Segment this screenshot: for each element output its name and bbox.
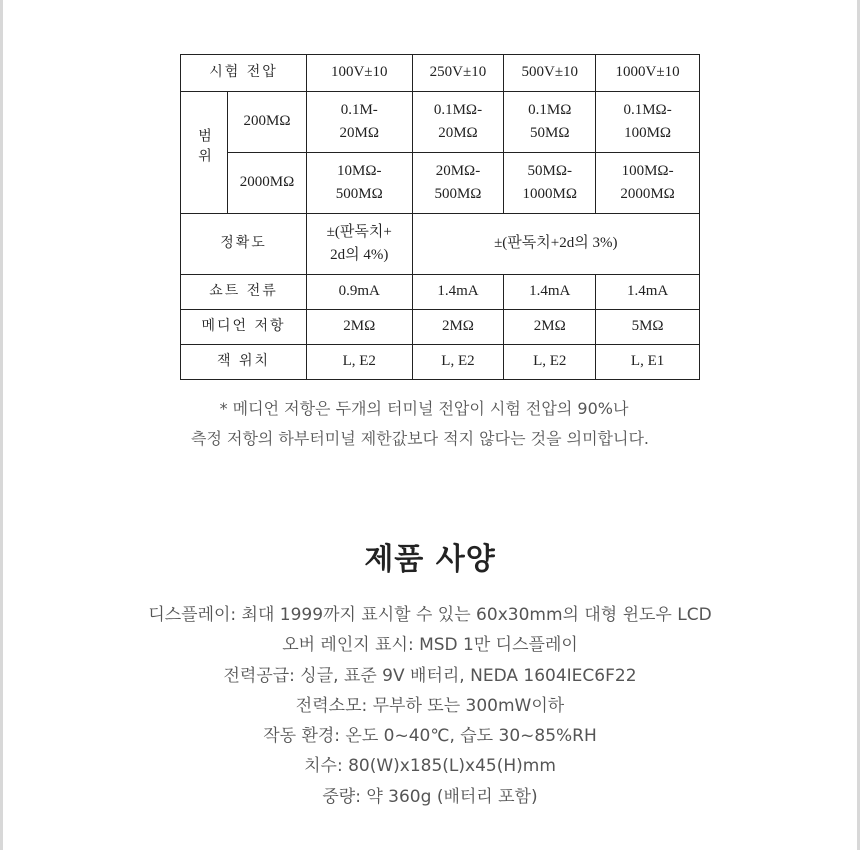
range-cell: 0.1MΩ- 100MΩ xyxy=(596,92,700,153)
test-voltage-label: 시험 전압 xyxy=(181,55,307,92)
accuracy-cell-rest: ±(판독치+2d의 3%) xyxy=(412,214,699,275)
spec-item: 중량: 약 360g (배터리 포함) xyxy=(322,786,538,807)
range-cell: 100MΩ- 2000MΩ xyxy=(596,153,700,214)
range-cell: 0.1M- 20MΩ xyxy=(307,92,413,153)
range-name: 200MΩ xyxy=(228,92,307,153)
range-cell: 10MΩ- 500MΩ xyxy=(307,153,413,214)
section-title: 제품 사양 xyxy=(364,542,496,577)
table-row-jack-position xyxy=(181,345,700,380)
jack-position-label: 잭 위치 xyxy=(181,345,307,380)
spec-item: 오버 레인지 표시: MSD 1만 디스플레이 xyxy=(282,635,578,656)
range-cell: 0.1MΩ 50MΩ xyxy=(504,92,596,153)
short-current-label: 쇼트 전류 xyxy=(181,275,307,310)
median-resistance-cell: 5MΩ xyxy=(596,310,700,345)
range-cell: 20MΩ- 500MΩ xyxy=(412,153,504,214)
table-row-accuracy xyxy=(181,214,700,275)
jack-position-cell: L, E2 xyxy=(307,345,413,380)
voltage-cell: 250V±10 xyxy=(412,55,504,92)
voltage-cell: 100V±10 xyxy=(307,55,413,92)
spec-item: 전력소모: 무부하 또는 300mW이하 xyxy=(295,695,565,716)
table-row-range-2000 xyxy=(181,153,700,214)
spec-table xyxy=(180,54,700,380)
spec-item: 전력공급: 싱글, 표준 9V 배터리, NEDA 1604IEC6F22 xyxy=(223,665,637,686)
table-row-range-200 xyxy=(181,92,700,153)
spec-item: 치수: 80(W)x185(L)x45(H)mm xyxy=(304,756,556,777)
table-row-short-current xyxy=(181,275,700,310)
spec-item: 디스플레이: 최대 1999까지 표시할 수 있는 60x30mm의 대형 윈도우 LCD xyxy=(148,605,712,625)
voltage-cell: 1000V±10 xyxy=(596,55,700,92)
jack-position-cell: L, E2 xyxy=(412,345,504,380)
range-cell: 0.1MΩ- 20MΩ xyxy=(412,92,504,153)
range-label-text: 범위 xyxy=(196,128,212,168)
footnote-line-1: * 메디언 저항은 두개의 터미널 전압이 시험 전압의 90%나 xyxy=(219,399,629,418)
short-current-cell: 1.4mA xyxy=(412,275,504,310)
short-current-cell: 0.9mA xyxy=(307,275,413,310)
spec-item: 작동 환경: 온도 0~40℃, 습도 30~85%RH xyxy=(263,726,597,747)
accuracy-cell-first: ±(판독치+ 2d의 4%) xyxy=(307,214,413,275)
voltage-cell: 500V±10 xyxy=(504,55,596,92)
median-resistance-label: 메디언 저항 xyxy=(181,310,307,345)
table-row-voltage xyxy=(181,55,700,92)
range-cell: 50MΩ- 1000MΩ xyxy=(504,153,596,214)
range-name: 2000MΩ xyxy=(228,153,307,214)
short-current-cell: 1.4mA xyxy=(504,275,596,310)
median-resistance-cell: 2MΩ xyxy=(307,310,413,345)
range-label xyxy=(181,92,228,214)
accuracy-label: 정확도 xyxy=(181,214,307,275)
jack-position-cell: L, E2 xyxy=(504,345,596,380)
median-resistance-cell: 2MΩ xyxy=(504,310,596,345)
table-row-median-resistance xyxy=(181,310,700,345)
median-resistance-cell: 2MΩ xyxy=(412,310,504,345)
spec-list xyxy=(0,600,860,812)
footnote-line-2: 측정 저항의 하부터미널 제한값보다 적지 않다는 것을 의미합니다. xyxy=(190,429,649,448)
jack-position-cell: L, E1 xyxy=(596,345,700,380)
short-current-cell: 1.4mA xyxy=(596,275,700,310)
